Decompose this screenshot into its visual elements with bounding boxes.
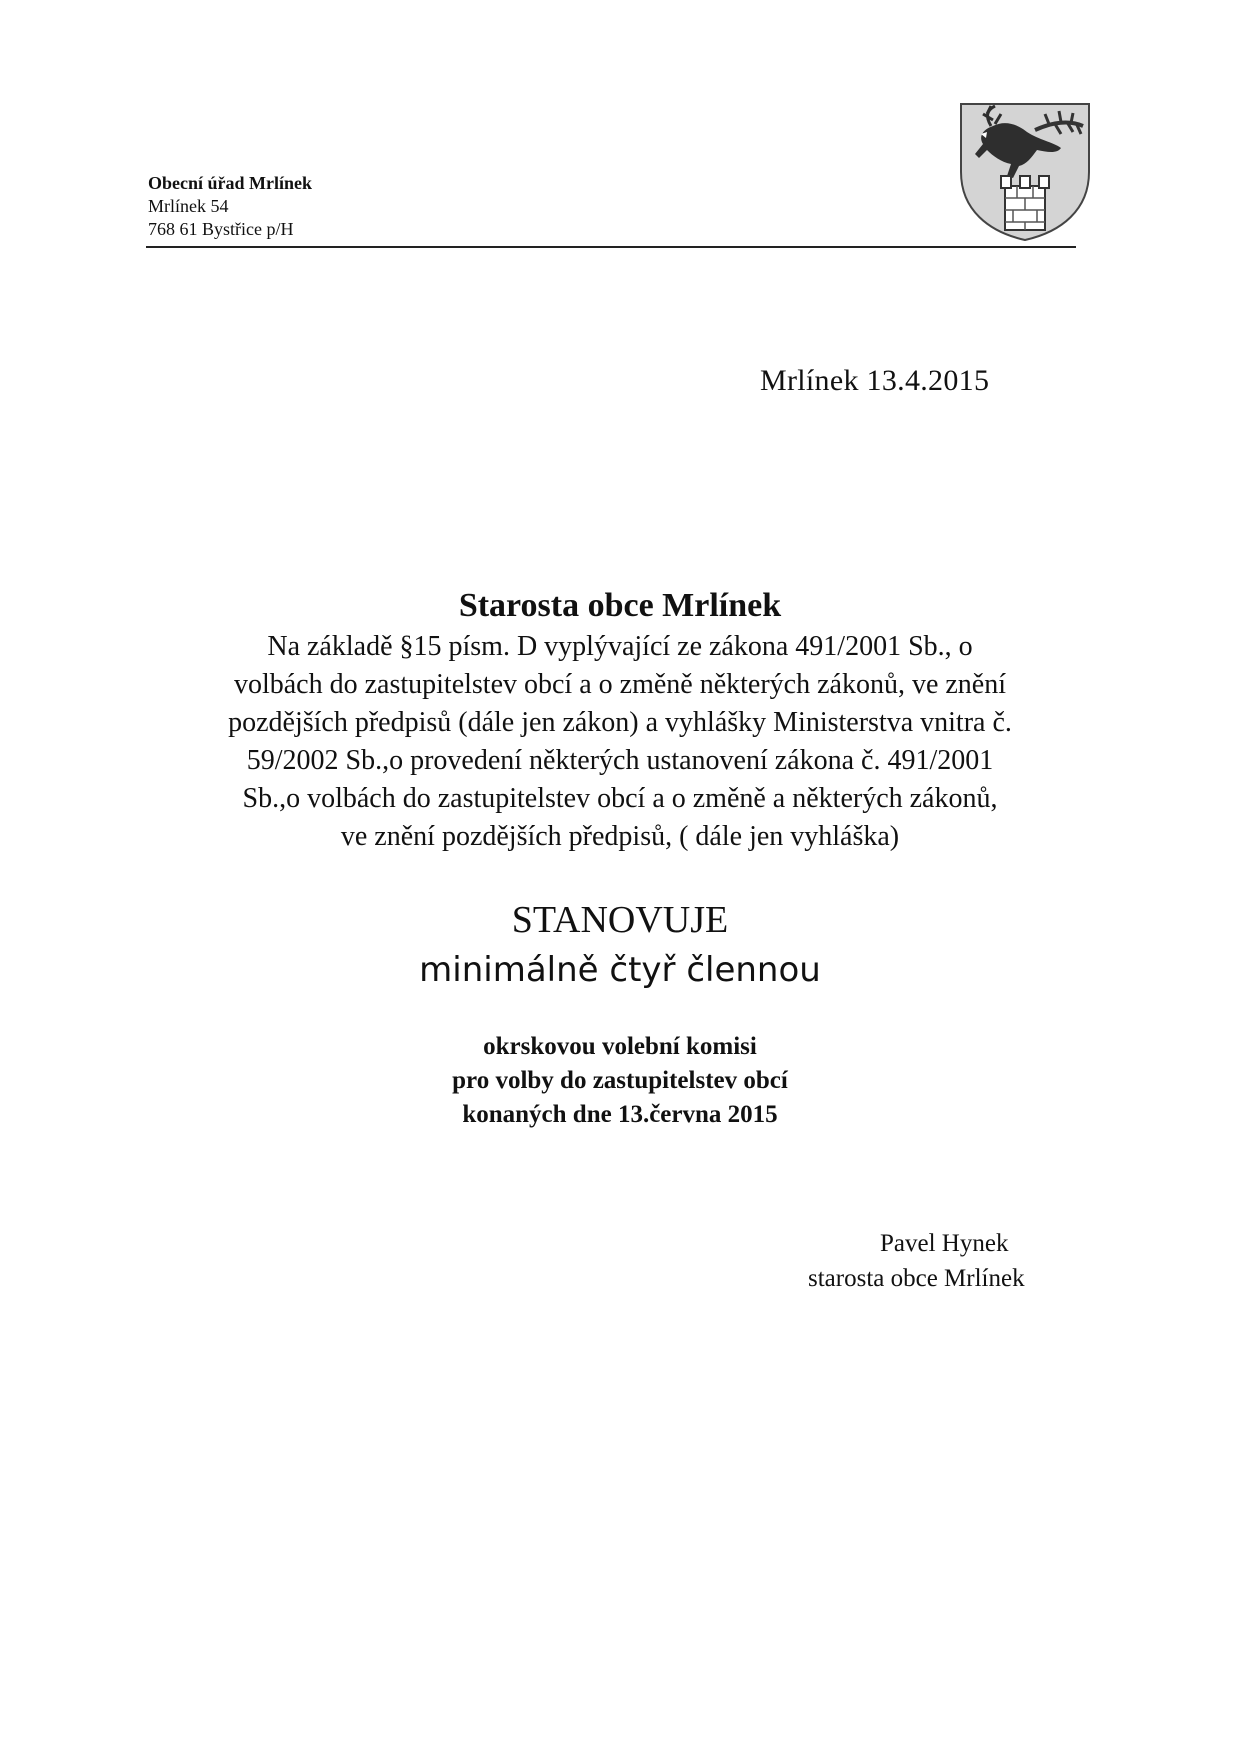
paragraph-line: 59/2002 Sb.,o provedení některých ustanovení zákona č. 491/2001 — [246, 745, 994, 776]
letterhead — [148, 172, 312, 241]
paragraph-line: pozdějších předpisů (dále jen zákon) a vyhlášky Ministerstva vnitra č. — [228, 707, 1012, 738]
commission-block — [140, 1030, 1100, 1132]
stanovuje-heading: STANOVUJE — [511, 899, 729, 941]
decree-body — [140, 584, 1100, 856]
commission-line: pro volby do zastupitelstev obcí — [452, 1067, 788, 1094]
header-divider — [146, 246, 1076, 248]
commission-line: konaných dne 13.června 2015 — [462, 1101, 778, 1128]
paragraph-line: Sb.,o volbách do zastupitelstev obcí a o změně a některých zákonů, — [242, 783, 998, 814]
commission-line: okrskovou volební komisi — [483, 1033, 757, 1060]
letterhead-address-line2: 768 61 Bystřice p/H — [148, 219, 294, 239]
letterhead-org: Obecní úřad Mrlínek — [148, 173, 313, 193]
signature-role: starosta obce Mrlínek — [808, 1265, 1025, 1292]
decree-title: Starosta obce Mrlínek — [458, 587, 782, 624]
paragraph-line: Na základě §15 písm. D vyplývající ze zákona 491/2001 Sb., o — [267, 631, 973, 662]
member-count-subtitle: minimálně čtyř člennou — [419, 950, 821, 990]
coat-of-arms-icon — [957, 102, 1093, 242]
signature-name: Pavel Hynek — [880, 1230, 1009, 1257]
paragraph-line: ve znění pozdějších předpisů, ( dále jen vyhláška) — [340, 821, 900, 852]
date-line: Mrlínek 13.4.2015 — [760, 364, 990, 397]
decree-paragraph — [140, 628, 1100, 856]
paragraph-line: volbách do zastupitelstev obcí a o změně některých zákonů, ve znění — [233, 669, 1007, 700]
letterhead-address-line1: Mrlínek 54 — [148, 196, 229, 216]
